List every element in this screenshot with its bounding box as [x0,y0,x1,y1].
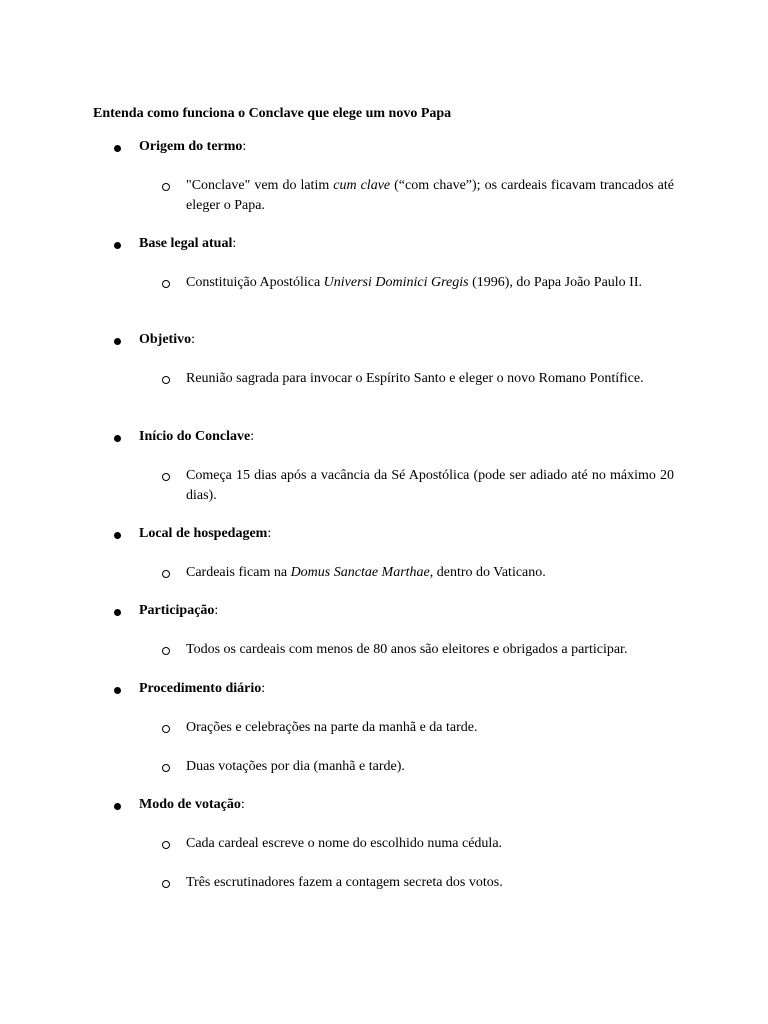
circle-bullet-icon [162,875,170,883]
section-heading: Participação: [139,603,219,618]
list-item: Reunião sagrada para invocar o Espírito Santo e eleger o novo Romano Pontífice. [186,371,644,386]
section-heading: Procedimento diário: [139,681,266,696]
bullet-icon [114,683,124,693]
list-item: Duas votações por dia (manhã e tarde). [186,759,405,774]
section-heading: Objetivo: [139,332,195,347]
section-heading: Origem do termo: [139,139,247,154]
circle-bullet-icon [162,468,170,476]
bullet-icon [114,431,124,441]
section-heading: Modo de votação: [139,797,245,812]
list-item: Cada cardeal escreve o nome do escolhido numa cédula. [186,836,503,851]
bullet-icon [114,141,124,151]
list-item: Cardeais ficam na Domus Sanctae Marthae, dentro do Vaticano. [186,565,546,580]
circle-bullet-icon [162,720,170,728]
circle-bullet-icon [162,371,170,379]
circle-bullet-icon [162,178,170,186]
section-heading: Base legal atual: [139,236,237,251]
list-item: Todos os cardeais com menos de 80 anos são eleitores e obrigados a participar. [186,642,628,657]
section-heading: Início do Conclave: [139,429,255,444]
list-item: Três escrutinadores fazem a contagem secreta dos votos. [186,875,503,890]
bullet-icon [114,799,124,809]
bullet-icon [114,605,124,615]
page-title: Entenda como funciona o Conclave que elege um novo Papa [93,106,452,121]
circle-bullet-icon [162,565,170,573]
circle-bullet-icon [162,275,170,283]
list-item: Começa 15 dias após a vacância da Sé Apostólica (pode ser adiado até no máximo 20 dias). [186,468,674,503]
list-item: Constituição Apostólica Universi Dominici Gregis (1996), do Papa João Paulo II. [186,275,642,290]
bullet-icon [114,334,124,344]
list-item: "Conclave" vem do latim cum clave (“com chave”); os cardeais ficavam trancados até eleger o Papa. [186,178,674,213]
section-heading: Local de hospedagem: [139,526,272,541]
circle-bullet-icon [162,836,170,844]
circle-bullet-icon [162,642,170,650]
bullet-icon [114,528,124,538]
bullet-icon [114,238,124,248]
list-item: Orações e celebrações na parte da manhã e da tarde. [186,720,478,735]
circle-bullet-icon [162,759,170,767]
